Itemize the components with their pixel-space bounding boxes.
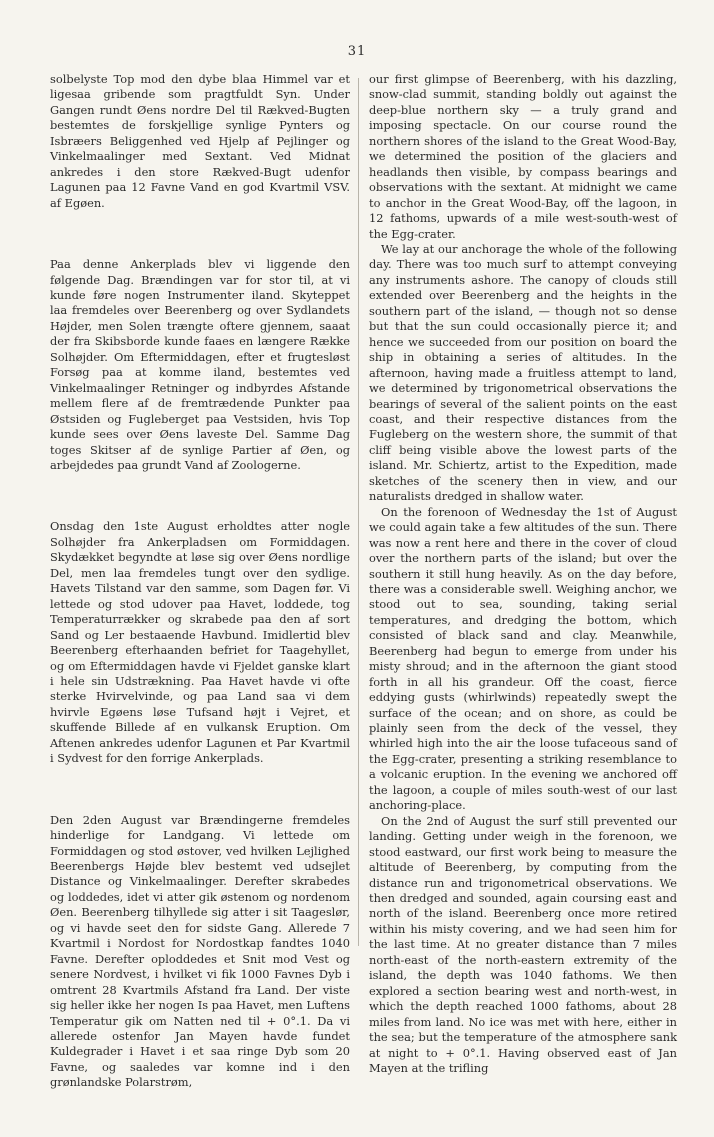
paragraph: We lay at our anchorage the whole of the following day. There was too much surf to attempt conveying any instruments ashore. The canopy of clouds still extended over Beerenberg and the heights in the southern part of the island, — though not so dense but that the sun could occasionally pierce it; and hence we succeeded from our position on board the ship in obtaining a series of altitudes. In the afternoon, having made a fruitless attempt to land, we determined by trigonometrical observations the bearings of several of the salient points on the east coast, and their respective distances from the Fugleberg on the western shore, the summit of that cliff being visible above the lowest parts of the island. Mr. Schiertz, artist to the Expedition, made sketches of the scenery then in view, and our naturalists dredged in shallow water. bbox=[369, 241, 677, 504]
column-divider bbox=[358, 78, 359, 946]
english-column bbox=[369, 72, 677, 1076]
paragraph: Den 2den August var Brændingerne fremdeles hinderlige for Landgang. Vi lettede om Formiddagen og stod østover, ved hvilken Lejlighed Beerenbergs Højde blev bestemt ved udsejlet Distance og Vinkelmaalinger. Derefter skrabedes og loddedes, idet vi atter gik østenom og nordenom Øen. Beerenberg tilhyllede sig atter i sit Taageslør, og vi havde seet den for sidste Gang. Allerede 7 Kvartmil i Nordost for Nordostkap fandtes 1040 Favne. Derefter oploddedes et Snit mod Vest og senere Nordvest, i hvilket vi fik 1000 Favnes Dyb i omtrent 28 Kvartmils Afstand fra Land. Der viste sig heller ikke her nogen Is paa Havet, men Luftens Temperatur gik om Natten ned til + 0°.1. Da vi allerede ostenfor Jan Mayen havde fundet Kuldegrader i Havet i et saa ringe Dyb som 20 Favne, og saaledes var komne ind i den grønlandske Polarstrøm, bbox=[50, 812, 350, 1090]
paragraph: On the 2nd of August the surf still prevented our landing. Getting under weigh in the forenoon, we stood eastward, our first work being to measure the altitude of Beerenberg, by computing from the distance run and trigonometrical observations. We then dredged and sounded, again coursing east and north of the island. Beerenberg once more retired within his misty covering, and we had seen him for the last time. At no greater distance than 7 miles north-east of the north-eastern extremity of the island, the depth was 1040 fathoms. We then explored a section bearing west and north-west, in which the depth reached 1000 fathoms, about 28 miles from land. No ice was met with here, either in the sea; but the temperature of the atmosphere sank at night to + 0°.1. Having observed east of Jan Mayen at the trifling bbox=[369, 813, 677, 1075]
paragraph: Onsdag den 1ste August erholdtes atter nogle Solhøjder fra Ankerpladsen om Formiddagen. Skydækket begyndte at løse sig over Øens nordlige Del, men laa fremdeles tungt over den sydlige. Havets Tilstand var den samme, som Dagen før. Vi lettede og stod udover paa Havet, loddede, tog Temperaturrækker og skrabede paa den af sort Sand og Ler bestaaende Havbund. Imidlertid blev Beerenberg efterhaanden befriet for Taagehyllet, og om Eftermiddagen havde vi Fjeldet ganske klart i hele sin Udstrækning. Paa Havet havde vi ofte sterke Hvirvelvinde, og paa Land saa vi dem hvirvle Egøens løse Tufsand højt i Vejret, et skuffende Billede af en vulkansk Eruption. Om Aftenen ankredes udenfor Lagunen et Par Kvartmil i Sydvest for den forrige Ankerplads. bbox=[50, 519, 350, 766]
paragraph: On the forenoon of Wednesday the 1st of August we could again take a few altitudes of the sun. There was now a rent here and there in the cover of cloud over the northern parts of the island; but over the southern it still hung heavily. As on the day before, there was a considerable swell. Weighing anchor, we stood out to sea, sounding, taking serial temperatures, and dredging the bottom, which consisted of black sand and clay. Meanwhile, Beerenberg had begun to emerge from under his misty shroud; and in the afternoon the giant stood forth in all his grandeur. Off the coast, fierce eddying gusts (whirlwinds) repeatedly swept the surface of the ocean; and on shore, as could be plainly seen from the deck of the vessel, they whirled high into the air the loose tufaceous sand of the Egg-crater, presenting a striking resemblance to a volcanic eruption. In the evening we anchored off the lagoon, a couple of miles south-west of our last anchoring-place. bbox=[369, 504, 677, 813]
paragraph: Paa denne Ankerplads blev vi liggende den følgende Dag. Brændingen var for stor til, at vi kunde føre nogen Instrumenter iland. Skyteppet laa fremdeles over Beerenberg og over Sydlandets Højder, men Solen trængte oftere gjennem, saaat der fra Skibsborde kunde faaes en længere Række Solhøjder. Om Eftermiddagen, efter et frugtesløst Forsøg paa at komme iland, bestemtes ved Vinkelmaalinger Retninger og indbyrdes Afstande mellem flere af de fremtrædende Punkter paa Østsiden og Fugleberget paa Vestsiden, hvis Top kunde sees over Øens laveste Del. Samme Dag toges Skitser af de synlige Partier af Øen, og arbejdedes paa grundt Vand af Zoologerne. bbox=[50, 257, 350, 472]
page-number: 31 bbox=[347, 44, 367, 59]
paragraph: solbelyste Top mod den dybe blaa Himmel var et ligesaa gribende som pragtfuldt Syn. Under Gangen rundt Øens nordre Del til Rækved-Bugten bestemtes de forskjellige synlige Pynters og Isbræers Beliggenhed ved Hjelp af Pejlinger og Vinkelmaalinger med Sextant. Ved Midnat ankredes i den store Rækved-Bugt udenfor Lagunen paa 12 Favne Vand en god Kvartmil VSV. af Egøen. bbox=[50, 72, 350, 210]
norwegian-column bbox=[50, 72, 350, 1137]
paragraph: our first glimpse of Beerenberg, with his dazzling, snow-clad summit, standing boldly out against the deep-blue northern sky — a truly grand and imposing spectacle. On our course round the northern shores of the island to the Great Wood-Bay, we determined the position of the glaciers and headlands then visible, by compass bearings and observations with the sextant. At midnight we came to anchor in the Great Wood-Bay, off the lagoon, in 12 fathoms, upwards of a mile west-south-west of the Egg-crater. bbox=[369, 72, 677, 241]
